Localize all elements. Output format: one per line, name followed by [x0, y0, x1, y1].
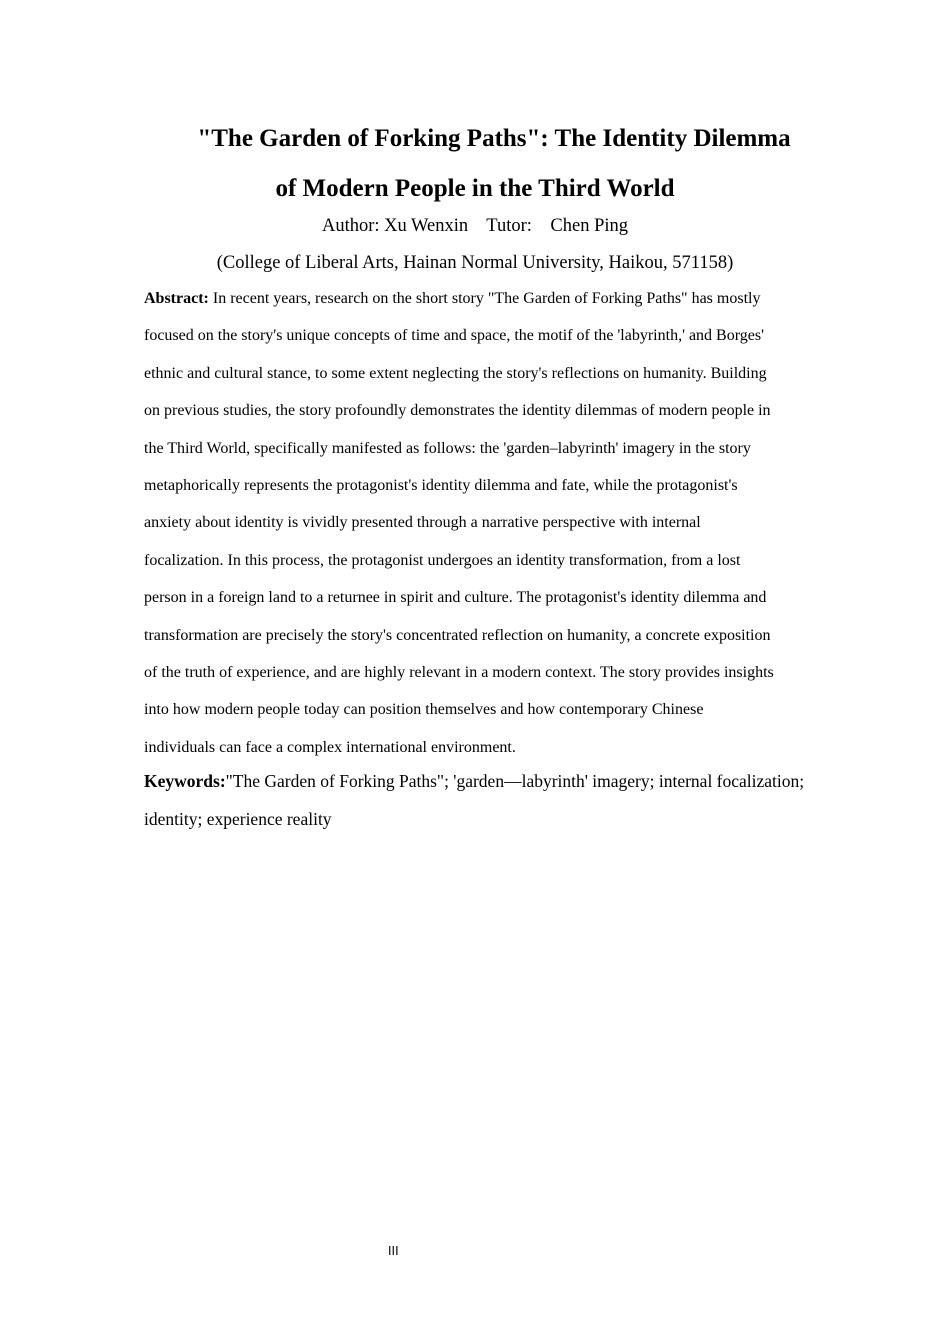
title-line-1: "The Garden of Forking Paths": The Identity Dilemma — [197, 125, 791, 152]
abstract-line: focalization. In this process, the protagonist undergoes an identity transformation, from a lost — [144, 551, 741, 569]
abstract-line: of the truth of experience, and are highly relevant in a modern context. The story provides insights — [144, 664, 774, 682]
abstract-label: Abstract: — [144, 290, 209, 307]
keywords-label: Keywords: — [144, 771, 226, 791]
abstract-line: ethnic and cultural stance, to some extent neglecting the story's reflections on humanity. Building — [144, 364, 767, 382]
page-number: III — [388, 1244, 399, 1258]
abstract-line: person in a foreign land to a returnee in spirit and culture. The protagonist's identity dilemma and — [144, 589, 767, 607]
abstract-line: focused on the story's unique concepts of time and space, the motif of the 'labyrinth,' and Borges' — [144, 327, 764, 345]
title-line-2: of Modern People in the Third World — [275, 175, 675, 202]
abstract-paragraph — [144, 280, 809, 766]
abstract-text: In recent years, research on the short story "The Garden of Forking Paths" has mostly — [208, 290, 761, 307]
abstract-line: the Third World, specifically manifested as follows: the 'garden–labyrinth' imagery in the story — [144, 439, 751, 457]
abstract-line-1 — [144, 280, 809, 317]
abstract-line: anxiety about identity is vividly presented through a narrative perspective with internal — [144, 514, 701, 532]
keywords-paragraph — [144, 763, 814, 838]
affiliation-line: (College of Liberal Arts, Hainan Normal University, Haikou, 571158) — [216, 253, 734, 273]
abstract-line: on previous studies, the story profoundly demonstrates the identity dilemmas of modern people in — [144, 402, 771, 420]
abstract-line: metaphorically represents the protagonist's identity dilemma and fate, while the protagonist's — [144, 477, 738, 495]
abstract-line: into how modern people today can position themselves and how contemporary Chinese — [144, 701, 704, 719]
abstract-line: transformation are precisely the story's concentrated reflection on humanity, a concrete exposition — [144, 626, 771, 644]
abstract-line: individuals can face a complex international environment. — [144, 738, 516, 756]
keywords-text: "The Garden of Forking Paths"; 'garden—labyrinth' imagery; internal focalization; identity; experience reality — [144, 771, 805, 829]
author-tutor-line: Author: Xu Wenxin Tutor: Chen Ping — [321, 216, 629, 236]
